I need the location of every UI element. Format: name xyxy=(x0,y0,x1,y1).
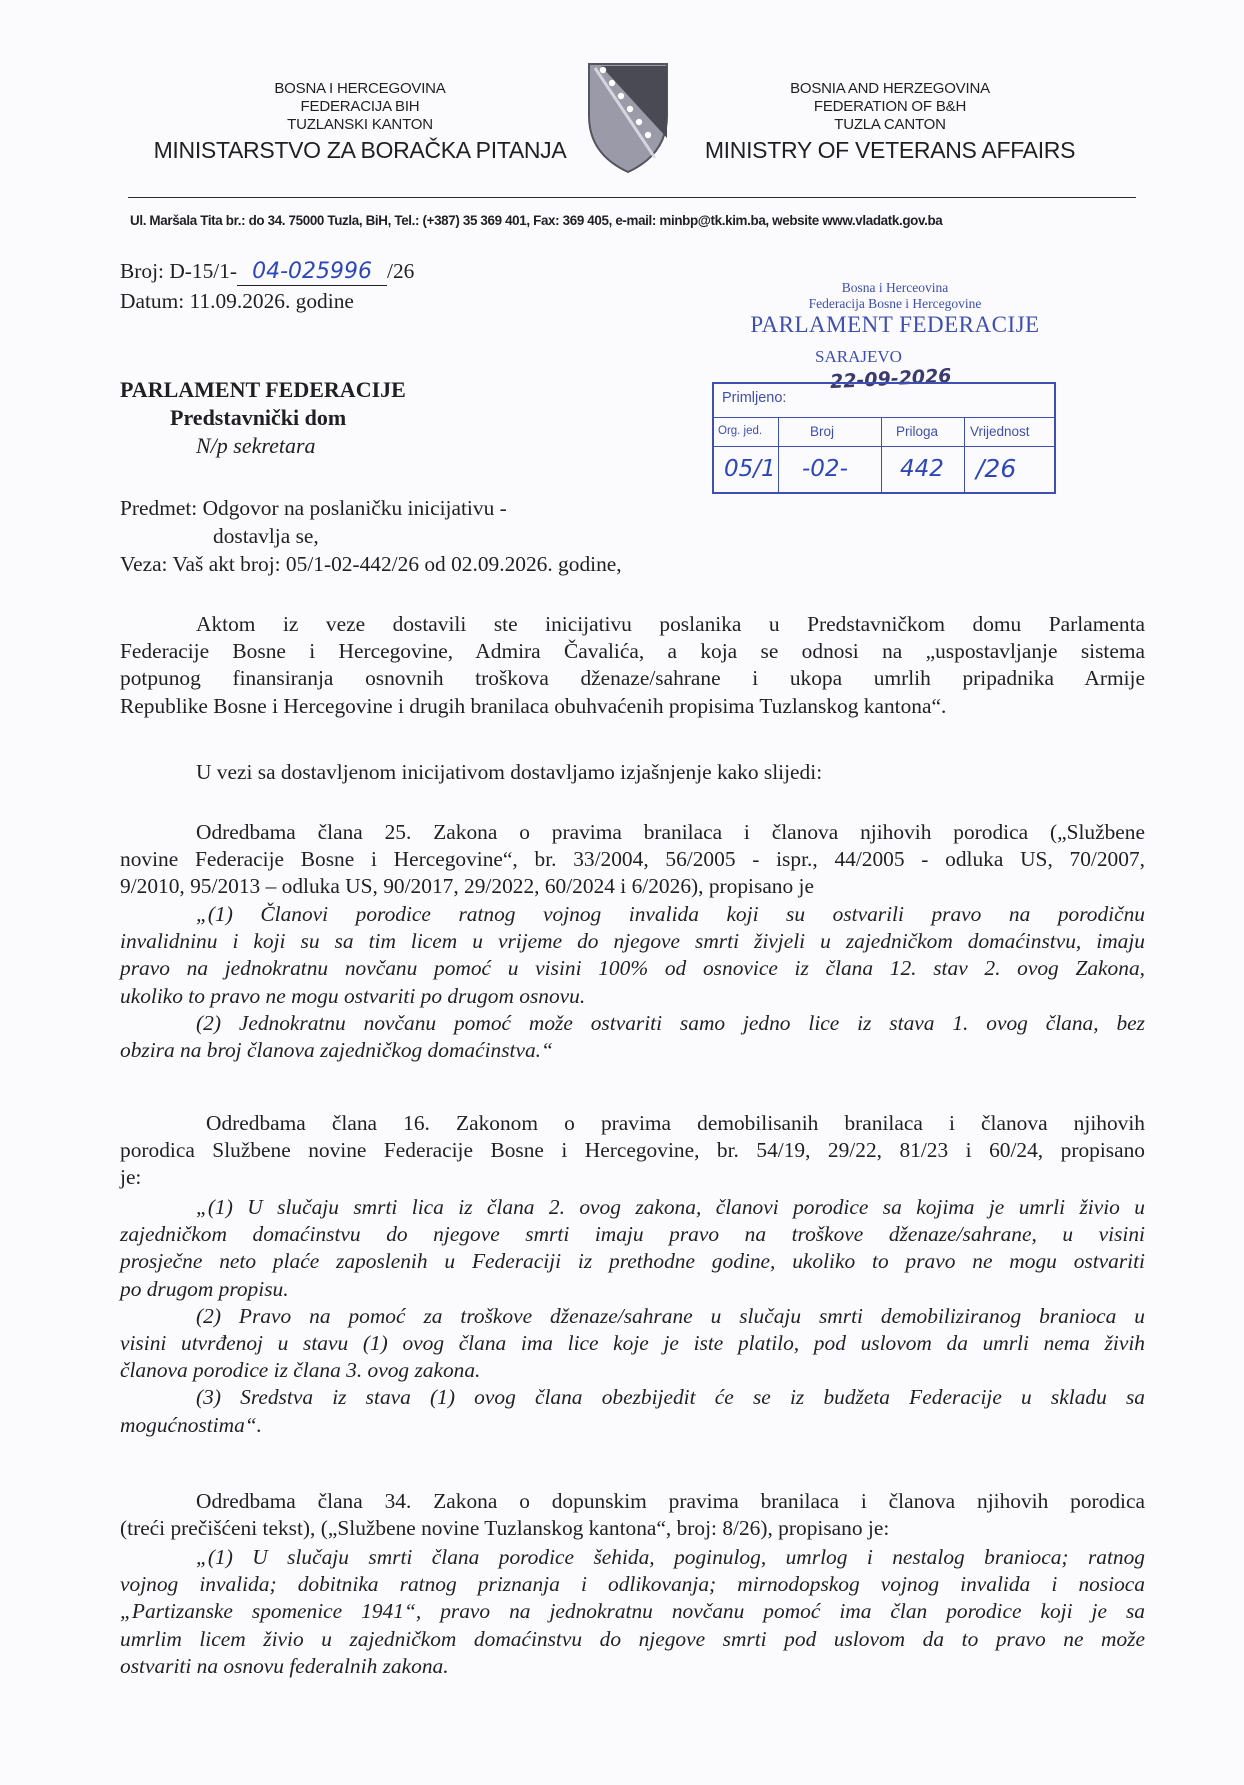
text-line: novine Federacije Bosne i Hercegovine“, br. 33/2004, 56/2005 - ispr., 44/2005 - odluka US, 70/2007, xyxy=(120,847,1145,872)
country-name-en: BOSNIA AND HERZEGOVINA xyxy=(790,80,990,97)
reference-prefix: Broj: D-15/1- xyxy=(120,259,238,283)
stamp-divider xyxy=(714,417,1054,418)
text-line: ukoliko to pravo ne mogu ostvariti po drugom osnovu. xyxy=(120,983,586,1008)
reference-number xyxy=(120,258,414,286)
text-line: „Partizanske spomenice 1941“, pravo na jednokratnu novčanu pomoć ima član porodice koji je sa xyxy=(120,1599,1145,1624)
stamp-val-priloga: 442 xyxy=(900,456,944,482)
reference-suffix: /26 xyxy=(387,259,415,283)
recipient-house: Predstavnički dom xyxy=(170,405,347,430)
text-line: potpunog finansiranja osnovnih troškova dženaze/sahrane i ukopa umrlih pripadnika Armije xyxy=(120,666,1145,691)
text-line: „(1) Članovi porodice ratnog vojnog invalida koji su ostvarili pravo na porodičnu xyxy=(196,902,1145,926)
stamp-col-org: Org. jed. xyxy=(718,425,763,437)
text-line: Odredbama člana 25. Zakona o pravima branilaca i članova njihovih porodica („Službene xyxy=(196,820,1145,844)
text-line: zajedničkom domaćinstvu do njegove smrti imaju pravo na troškove dženaze/sahrane, u visini xyxy=(120,1222,1145,1247)
stamp-val-org: 05/1 xyxy=(724,456,776,482)
text-line: je: xyxy=(120,1165,142,1190)
stamp-line1: Bosna i Herceovina xyxy=(841,280,949,295)
quote-1 xyxy=(120,901,1145,1064)
federation-name-en: FEDERATION OF B&H xyxy=(813,98,967,115)
ministry-name: MINISTARSTVO ZA BORAČKA PITANJA xyxy=(153,137,567,163)
text-line: obzira na broj članova zajedničkog domaćinstva.“ xyxy=(120,1038,553,1063)
stamp-table xyxy=(712,382,1056,494)
reference-act: Veza: Vaš akt broj: 05/1-02-442/26 od 02.09.2026. godine, xyxy=(120,552,622,576)
recipient-parliament: PARLAMENT FEDERACIJE xyxy=(120,377,406,402)
stamp-date: 22-09-2026 xyxy=(829,364,953,394)
subject-line: Predmet: Odgovor na poslaničku inicijativu - xyxy=(120,496,507,520)
stamp-val-vrijednost: /26 xyxy=(976,454,1017,483)
stamp-col-broj: Broj xyxy=(810,424,835,439)
text-line: Odredbama člana 16. Zakonom o pravima demobilisanih branilaca i članova njihovih xyxy=(206,1111,1145,1135)
stamp-col-vrijednost: Vrijednost xyxy=(970,424,1030,439)
text-line: vojnog invalida; dobitnika ratnog priznanja i odlikovanja; mirnodopskog vojnog invalida i nosioca xyxy=(120,1572,1145,1597)
paragraph-4 xyxy=(120,1110,1145,1192)
text-line: porodica Službene novine Federacije Bosne i Hercegovine, br. 54/19, 29/22, 81/23 i 60/24, propisano xyxy=(120,1138,1145,1163)
text-line: Federacije Bosne i Hercegovine, Admira Čavalića, a koja se odnosi na „uspostavljanje sistema xyxy=(120,639,1145,664)
quote-3 xyxy=(120,1544,1145,1680)
reference-date: Datum: 11.09.2026. godine xyxy=(120,289,354,313)
stamp-line2: Federacija Bosne i Hercegovine xyxy=(808,296,982,311)
paragraph-2: U vezi sa dostavljenom inicijativom dostavljamo izjašnjenje kako slijedi: xyxy=(196,760,823,784)
paragraph-3 xyxy=(120,819,1145,901)
country-name: BOSNA I HERCEGOVINA xyxy=(274,80,446,97)
federation-name: FEDERACIJA BIH xyxy=(300,98,420,115)
contact-line: Ul. Maršala Tita br.: do 34. 75000 Tuzla, BiH, Tel.: (+387) 35 369 401, Fax: 369 405, e-mail: minbp@tk.kim.ba, website www.vladatk.gov.ba xyxy=(130,213,943,228)
stamp-col-priloga: Priloga xyxy=(896,424,939,439)
text-line: (2) Jednokratnu novčanu pomoć može ostvariti samo jedno lice iz stava 1. ovog člana, bez xyxy=(196,1010,1145,1035)
text-line: članova porodice iz člana 3. ovog zakona. xyxy=(120,1358,481,1383)
stamp-primljeno: Primljeno: xyxy=(722,390,787,406)
paragraph-5 xyxy=(120,1488,1145,1542)
text-line: mogućnostima“. xyxy=(120,1412,263,1437)
text-line: Odredbama člana 34. Zakona o dopunskim pravima branilaca i članova njihovih porodica xyxy=(196,1489,1145,1513)
text-line: (2) Pravo na pomoć za troškove dženaze/sahrane u slučaju smrti demobiliziranog branioca u xyxy=(196,1303,1145,1328)
canton-name: TUZLANSKI KANTON xyxy=(287,116,433,133)
recipient-attention: N/p sekretara xyxy=(196,433,316,458)
text-line: invalidninu i koji su sa tim licem u vrijeme do njegove smrti živjeli u zajedničkom domaćinstvu, imaju xyxy=(120,929,1145,954)
text-line: „(1) U slučaju smrti lica iz člana 2. ovog zakona, članovi porodice sa kojima je umrli živio u xyxy=(196,1195,1145,1219)
text-line: Republike Bosne i Hercegovine i drugih branilaca obuhvaćenih propisima Tuzlanskog kantona“. xyxy=(120,693,947,718)
letterhead-right xyxy=(690,80,1090,164)
recipient-block xyxy=(120,376,406,460)
paragraph-1 xyxy=(120,611,1145,720)
text-line: umrlim licem živio u zajedničkom domaćinstvu do njegove smrti pod uslovom da to pravo ne može xyxy=(120,1626,1145,1651)
stamp-city: SARAJEVO xyxy=(815,347,902,366)
text-line: Aktom iz veze dostavili ste inicijativu poslanika u Predstavničkom domu Parlamenta xyxy=(196,612,1145,636)
text-line: pravo na jednokratnu novčanu pomoć u visini 100% od osnovice iz člana 12. stav 2. ovog Zakona, xyxy=(120,956,1145,981)
text-line: (treći prečišćeni tekst), („Službene novine Tuzlanskog kantona“, broj: 8/26), propisano je: xyxy=(120,1516,890,1541)
text-line: visini utvrđenoj u stavu (1) ovog člana ima lice koje je iste platilo, pod uslovom da umrli nema živih xyxy=(120,1331,1145,1356)
reference-handwritten: 04-025996 xyxy=(237,258,387,286)
text-line: 9/2010, 95/2013 – odluka US, 90/2017, 29/2022, 60/2024 i 6/2026), propisano je xyxy=(120,874,814,899)
text-line: prosječne neto plaće zaposlenih u Federaciji iz prethodne godine, ukoliko to pravo ne mogu ostvariti xyxy=(120,1249,1145,1274)
quote-2 xyxy=(120,1194,1145,1439)
reception-stamp xyxy=(690,280,1070,338)
text-line: „(1) U slučaju smrti člana porodice šehida, poginulog, umrlog i nestalog branioca; ratnog xyxy=(196,1545,1145,1569)
canton-name-en: TUZLA CANTON xyxy=(834,116,946,133)
letterhead-left xyxy=(150,80,570,164)
stamp-val-broj: -02- xyxy=(802,456,848,482)
header-divider xyxy=(128,197,1136,198)
stamp-header-divider xyxy=(714,446,1054,447)
text-line: ostvariti na osnovu federalnih zakona. xyxy=(120,1653,449,1678)
subject-line2: dostavlja se, xyxy=(213,524,319,548)
stamp-line3: PARLAMENT FEDERACIJE xyxy=(750,312,1040,337)
text-line: (3) Sredstva iz stava (1) ovog člana obezbijedit će se iz budžeta Federacije u skladu sa xyxy=(196,1385,1145,1410)
text-line: po drugom propisu. xyxy=(120,1276,289,1301)
ministry-name-en: MINISTRY OF VETERANS AFFAIRS xyxy=(704,137,1076,163)
coat-of-arms-icon xyxy=(585,58,671,176)
